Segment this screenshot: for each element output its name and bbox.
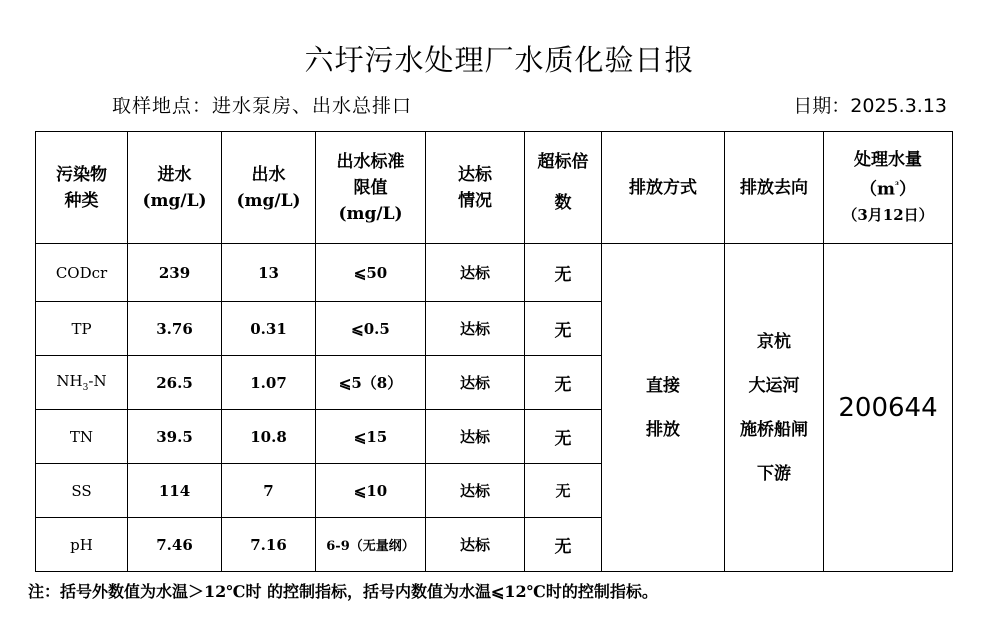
footnote: 注：括号外数值为水温＞12℃时 的控制指标，括号内数值为水温⩽12℃时的控制指标。: [28, 582, 658, 601]
cell-compliance: 达标: [426, 244, 525, 302]
sampling-location: 取样地点：进水泵房、出水总排口: [112, 95, 413, 117]
header-pollutant: 污染物 种类: [36, 132, 128, 244]
cell-exceed: 无: [525, 410, 602, 464]
header-effluent: 出水 (mg/L): [222, 132, 316, 244]
cell-limit: ⩽0.5: [316, 302, 426, 356]
cell-effluent: 1.07: [222, 356, 316, 410]
cell-exceed: 无: [525, 244, 602, 302]
header-discharge-dest: 排放去向: [725, 132, 824, 244]
cell-pollutant: TP: [36, 302, 128, 356]
cell-exceed: 无: [525, 302, 602, 356]
cell-influent: 7.46: [128, 518, 222, 572]
discharge-dest-cell: 京杭 大运河 施桥船闸 下游: [725, 244, 824, 572]
cell-limit: ⩽50: [316, 244, 426, 302]
header-influent: 进水 (mg/L): [128, 132, 222, 244]
cell-influent: 3.76: [128, 302, 222, 356]
cell-pollutant: $NH_3-N$: [36, 356, 128, 410]
cell-influent: 114: [128, 464, 222, 518]
cell-effluent: 7.16: [222, 518, 316, 572]
cell-effluent: 13: [222, 244, 316, 302]
header-limit: 出水标准 限值 (mg/L): [316, 132, 426, 244]
header-volume: 处理水量 $(m^{^3})$ （3月12日）: [824, 132, 953, 244]
cell-effluent: 7: [222, 464, 316, 518]
cell-limit: ⩽5（8）: [316, 356, 426, 410]
cell-influent: 39.5: [128, 410, 222, 464]
cell-compliance: 达标: [426, 356, 525, 410]
table-header-row: [36, 132, 953, 244]
header-exceed: 超标倍 数: [525, 132, 602, 244]
cell-effluent: 10.8: [222, 410, 316, 464]
cell-limit: ⩽15: [316, 410, 426, 464]
cell-pollutant: pH: [36, 518, 128, 572]
cell-exceed: 无: [525, 356, 602, 410]
header-compliance: 达标 情况: [426, 132, 525, 244]
water-quality-table: [35, 131, 953, 572]
cell-pollutant: CODcr: [36, 244, 128, 302]
cell-compliance: 达标: [426, 410, 525, 464]
cell-compliance: 达标: [426, 302, 525, 356]
cell-exceed: 无: [525, 464, 602, 518]
report-title: 六圩污水处理厂水质化验日报: [304, 43, 695, 77]
cell-compliance: 达标: [426, 518, 525, 572]
cell-pollutant: TN: [36, 410, 128, 464]
cell-exceed: 无: [525, 518, 602, 572]
header-discharge-method: 排放方式: [602, 132, 725, 244]
table-row: [36, 244, 953, 302]
cell-limit: 6-9（无量纲）: [316, 518, 426, 572]
report-date: 日期：2025.3.13: [793, 95, 947, 117]
cell-pollutant: SS: [36, 464, 128, 518]
cell-influent: 26.5: [128, 356, 222, 410]
cell-influent: 239: [128, 244, 222, 302]
cell-compliance: 达标: [426, 464, 525, 518]
cell-limit: ⩽10: [316, 464, 426, 518]
cell-effluent: 0.31: [222, 302, 316, 356]
discharge-method-cell: 直接 排放: [602, 244, 725, 572]
volume-value: 200644: [824, 244, 953, 572]
